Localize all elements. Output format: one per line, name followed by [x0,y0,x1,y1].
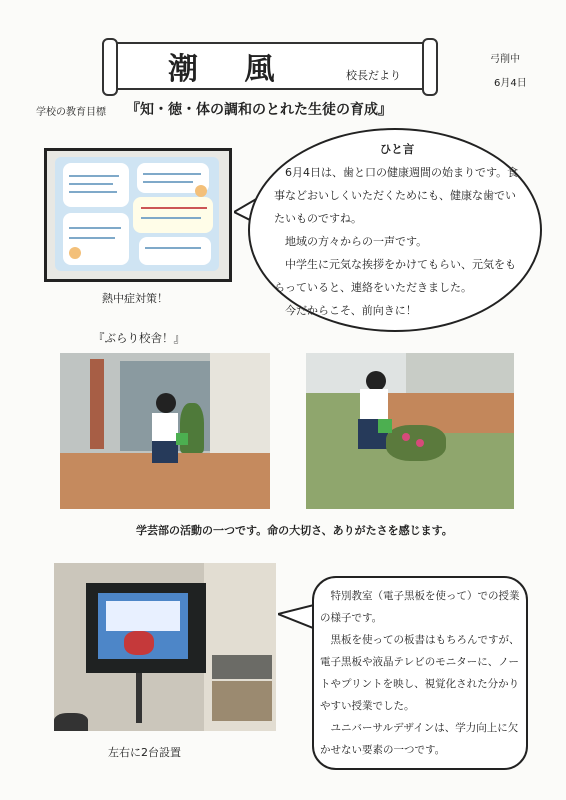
message-paragraph: 6月4日は、歯と口の健康週間の始まりです。食事などおいしくいただくためにも、健康な歯でいたいものですね。 [274,166,519,225]
issuer: 弓削中 [490,54,520,65]
tour-caption: 学芸部の活動の一つです。命の大切さ、ありがたさを感じます。 [136,524,453,537]
board-paragraph: 黒板を使っての板書はもちろんですが、電子黒板や液晶テレビのモニターに、ノートやプリントを映し、視覚化された分かりやすい授業でした。 [320,634,520,712]
watering-plants-photo-2 [306,353,514,509]
message-text [274,138,520,322]
poster-image [55,157,219,271]
heat-caption: 熱中症対策！ [102,292,168,305]
heatstroke-poster-photo [44,148,232,282]
electronic-blackboard-photo [54,563,276,731]
educational-goal: 『知・徳・体の調和のとれた生徒の育成』 [126,102,392,118]
message-paragraph: 地域の方々からの一声です。 [285,235,428,248]
board-caption: 左右に2台設置 [108,746,181,759]
message-heading: ひと言 [379,142,415,156]
board-paragraph: 特別教室（電子黒板を使って）での授業の様子です。 [320,590,520,624]
goal-label: 学校の教育目標 [36,107,106,118]
board-paragraph: ユニバーサルデザインは、学力向上に欠かせない要素の一つです。 [320,722,519,756]
watering-plants-photo-1 [60,353,270,509]
banner-scroll-left [102,38,118,96]
message-paragraph: 中学生に元気な挨拶をかけてもらい、元気をもらっていると、連絡をいただきました。 [274,258,516,294]
banner-scroll-right [422,38,438,96]
tour-title: 『ぶらり校舎！』 [93,331,185,345]
message-paragraph: 今だからこそ、前向きに！ [285,304,417,317]
newsletter-title: 潮 風 [168,52,293,87]
issue-date: 6月4日 [494,78,527,89]
newsletter-subtitle: 校長だより [346,69,401,82]
board-text [320,585,520,761]
